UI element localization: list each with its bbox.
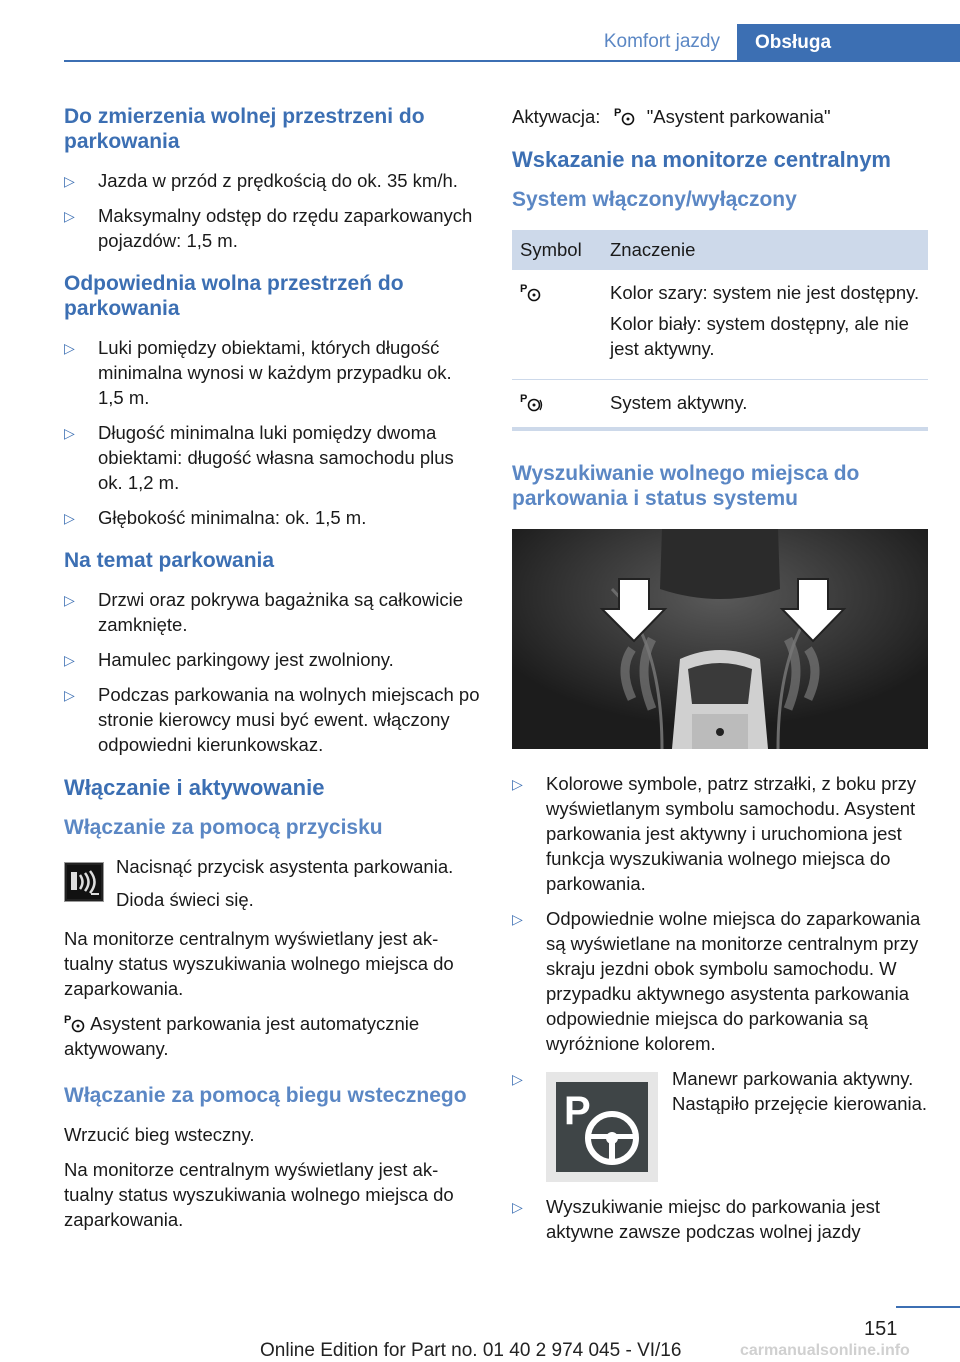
list-item: ▷ Luki pomiędzy obiektami, których długość minimalna wynosi w każdym przypadku ok. 1,5 m. bbox=[64, 337, 452, 408]
list-item: ▷ P Manewr parkowania aktywny. Nastąpiło przejęcie kierowania. bbox=[512, 1066, 928, 1184]
heading-switch-button: Włączanie za pomocą przycisku bbox=[64, 816, 383, 839]
list-item: ▷ Maksymalny odstęp do rzędu zaparkowanych pojazdów: 1,5 m. bbox=[64, 205, 473, 251]
col-meaning-header: Znaczenie bbox=[602, 230, 928, 270]
park-assist-active-symbol-icon bbox=[520, 392, 542, 412]
left-column bbox=[64, 104, 480, 1242]
instruction-led: Dioda świeci się. bbox=[116, 889, 254, 910]
triangle-bullet-icon: ▷ bbox=[64, 510, 75, 526]
section-label: Komfort jazdy bbox=[603, 31, 720, 52]
heading-suitable-space: Odpowiednia wolna przestrzeń do parkowania bbox=[64, 272, 404, 320]
heading-about-parking: Na temat parkowania bbox=[64, 549, 275, 572]
paragraph: Na monitorze centralnym wyświetlany jest aktualny status wyszukiwania wolnego miejsca do zaparkowania. bbox=[64, 1159, 454, 1230]
park-assist-symbol-icon bbox=[64, 1013, 86, 1033]
table-header-row bbox=[512, 230, 928, 270]
instruction-press: Nacisnąć przycisk asystenta parkowania. bbox=[116, 856, 454, 877]
footer-rule bbox=[896, 1306, 960, 1308]
park-steering-active-icon bbox=[546, 1072, 658, 1182]
svg-text:P: P bbox=[520, 283, 528, 295]
park-assist-symbol-icon bbox=[520, 282, 542, 302]
triangle-bullet-icon: ▷ bbox=[64, 425, 75, 441]
meaning-cell: Kolor szary: system nie jest dostępny. Kolor biały: system dostępny, ale nie jest aktywny. bbox=[602, 270, 928, 380]
list-item: ▷ Podczas parkowania na wolnych miejscach po stronie kierowcy musi być ewent. włączony odpowiedni kierunkowskaz. bbox=[64, 684, 480, 755]
svg-text:P: P bbox=[613, 107, 621, 119]
svg-text:P: P bbox=[564, 1089, 591, 1133]
triangle-bullet-icon: ▷ bbox=[64, 340, 75, 356]
paragraph: Na monitorze centralnym wyświetlany jest aktualny status wyszukiwania wolnego miejsca do zaparkowania. bbox=[64, 928, 454, 999]
triangle-bullet-icon: ▷ bbox=[512, 911, 523, 927]
list-about-parking bbox=[64, 587, 480, 757]
heading-switch-on: Włączanie i aktywowanie bbox=[64, 775, 325, 800]
heading-search-status: Wyszukiwanie wolnego miejsca do parkowania i status systemu bbox=[512, 462, 860, 510]
meaning-cell: System aktywny. bbox=[602, 380, 928, 430]
list-item: ▷ Drzwi oraz pokrywa bagażnika są całkowicie zamknięte. bbox=[64, 589, 464, 635]
table-row bbox=[512, 270, 928, 380]
symbol-cell bbox=[512, 270, 602, 380]
right-column bbox=[512, 104, 928, 1262]
heading-switch-reverse: Włączanie za pomocą biegu wstecznego bbox=[64, 1084, 467, 1107]
list-search-status bbox=[512, 771, 928, 1244]
triangle-bullet-icon: ▷ bbox=[64, 173, 75, 189]
table-row bbox=[512, 380, 928, 430]
button-instruction bbox=[64, 854, 480, 912]
heading-monitor: Wskazanie na monitorze centralnym bbox=[512, 147, 891, 172]
symbol-table bbox=[512, 230, 928, 431]
list-item: ▷ Długość minimalna luki pomiędzy dwoma obiektami: długość własna samochodu plus ok. 1,2 m. bbox=[64, 422, 454, 493]
list-suitable-space bbox=[64, 335, 480, 530]
triangle-bullet-icon: ▷ bbox=[512, 1199, 523, 1215]
triangle-bullet-icon: ▷ bbox=[64, 592, 75, 608]
symbol-cell bbox=[512, 380, 602, 430]
edition-footer: Online Edition for Part no. 01 40 2 974 045 - VI/16 bbox=[260, 1340, 682, 1361]
monitor-parking-image bbox=[512, 529, 928, 749]
list-measure-space bbox=[64, 168, 480, 253]
list-item: ▷ Głębokość minimalna: ok. 1,5 m. bbox=[64, 505, 480, 530]
header-rule bbox=[64, 60, 960, 62]
chapter-tab: Obsługa bbox=[737, 24, 960, 62]
park-assist-symbol-icon bbox=[614, 106, 636, 126]
list-item: ▷ Odpowiednie wolne miejsca do zaparkowania są wyświetlane na monitorze centralnym przy skraju jezdni obok symbolu samochodu. W przypadku aktywnego asystenta parkowania odpowiednie miejsca do parkowania są wyróżnione kolorem. bbox=[512, 908, 921, 1054]
triangle-bullet-icon: ▷ bbox=[64, 652, 75, 668]
triangle-bullet-icon: ▷ bbox=[64, 687, 75, 703]
page-number: 151 bbox=[864, 1318, 898, 1340]
heading-system-onoff: System włączony/wyłączony bbox=[512, 188, 797, 211]
list-item: ▷ Wyszukiwanie miejsc do parkowania jest aktywne zawsze podczas wolnej jazdy bbox=[512, 1196, 880, 1242]
activation-line: Aktywacja: P "Asystent parkowania" bbox=[512, 106, 831, 127]
svg-text:P: P bbox=[64, 1014, 72, 1026]
triangle-bullet-icon: ▷ bbox=[64, 208, 75, 224]
list-item: ▷ Jazda w przód z prędkością do ok. 35 km/h. bbox=[64, 168, 480, 193]
paragraph: P Asystent parkowania jest automatycznie aktywowany. bbox=[64, 1013, 420, 1059]
triangle-bullet-icon: ▷ bbox=[512, 776, 523, 792]
park-assist-button-icon bbox=[64, 862, 104, 902]
triangle-bullet-icon: ▷ bbox=[512, 1071, 523, 1087]
list-item: ▷ Hamulec parkingowy jest zwolniony. bbox=[64, 647, 480, 672]
col-symbol-header: Symbol bbox=[512, 230, 602, 270]
watermark: carmanualsonline.info bbox=[740, 1342, 910, 1359]
page-header bbox=[0, 24, 960, 62]
heading-measure-space: Do zmierzenia wolnej przestrzeni do parkowania bbox=[64, 105, 425, 153]
list-item: ▷ Kolorowe symbole, patrz strzałki, z boku przy wyświetlanym symbolu samochodu. Asystent parkowania jest aktywny i uruchomiona jest funkcja wyszukiwania wolnego miejsca do parkowania. bbox=[512, 773, 917, 894]
svg-text:P: P bbox=[520, 393, 528, 405]
paragraph: Wrzucić bieg wsteczny. bbox=[64, 1124, 255, 1145]
